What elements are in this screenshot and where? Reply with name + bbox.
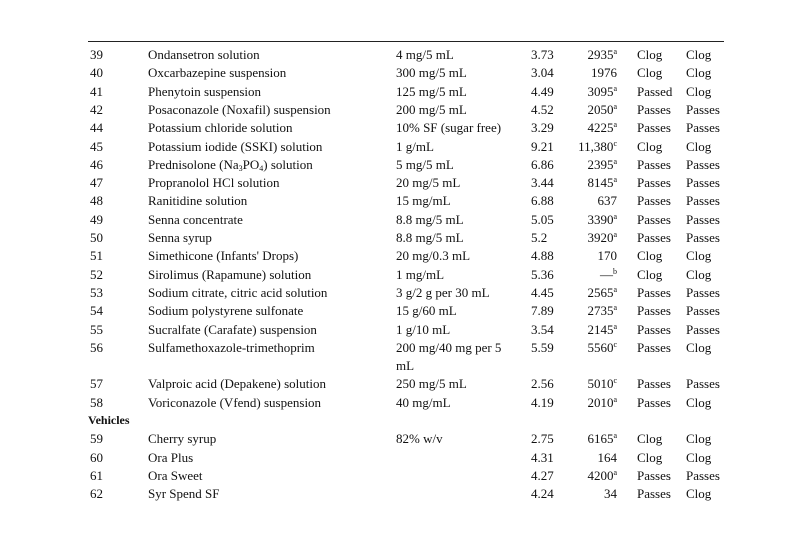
concentration: 250 mg/5 mL bbox=[396, 376, 467, 392]
table-row bbox=[0, 266, 810, 284]
product-name: Ranitidine solution bbox=[148, 193, 248, 209]
footnote-marker: c bbox=[613, 339, 617, 349]
footnote-marker: a bbox=[613, 467, 617, 477]
ph-value: 4.27 bbox=[531, 467, 554, 483]
ph-value: 3.04 bbox=[531, 65, 554, 81]
result-first: Passes bbox=[637, 193, 671, 209]
row-number: 39 bbox=[90, 47, 103, 62]
viscosity-value: 1976 bbox=[591, 65, 617, 81]
ph-value: 4.24 bbox=[531, 486, 554, 502]
product-name: Voriconazole (Vfend) suspension bbox=[148, 394, 322, 410]
concentration: 8.8 mg/5 mL bbox=[396, 211, 464, 227]
footnote-marker: a bbox=[613, 156, 617, 166]
ph-value: 5.2 bbox=[531, 230, 548, 245]
ph-value: 3.54 bbox=[531, 321, 554, 337]
result-second: Clog bbox=[686, 47, 712, 62]
result-second: Clog bbox=[686, 266, 712, 282]
row-number: 44 bbox=[90, 120, 103, 136]
result-second: Passes bbox=[686, 193, 720, 209]
row-number: 46 bbox=[90, 156, 103, 172]
viscosity-value: 2735$^a$ bbox=[587, 303, 617, 319]
product-name: Sucralfate (Carafate) suspension bbox=[148, 321, 317, 337]
concentration: 1 g/10 mL bbox=[396, 321, 451, 337]
product-name: Phenytoin suspension bbox=[148, 83, 262, 99]
row-number: 49 bbox=[90, 211, 103, 227]
table-row bbox=[0, 302, 810, 320]
table-row bbox=[0, 101, 810, 119]
viscosity-value: 11,380$^c$ bbox=[578, 138, 617, 154]
result-second: Clog bbox=[686, 65, 712, 81]
result-first: Passes bbox=[637, 486, 671, 502]
ph-value: 4.52 bbox=[531, 101, 554, 117]
row-number: 42 bbox=[90, 101, 103, 117]
viscosity-value: 5010$^c$ bbox=[587, 376, 617, 392]
row-number: 62 bbox=[90, 486, 103, 502]
row-number: 58 bbox=[90, 394, 103, 410]
result-second: Passes bbox=[686, 284, 720, 300]
row-number: 45 bbox=[90, 138, 103, 154]
viscosity-value: 2935$^a$ bbox=[587, 47, 617, 62]
table-row bbox=[0, 46, 810, 64]
ph-value: 2.75 bbox=[531, 431, 554, 447]
ph-value: 6.86 bbox=[531, 156, 554, 172]
ph-value: 3.44 bbox=[531, 175, 554, 191]
row-number: 61 bbox=[90, 467, 103, 483]
row-number: 59 bbox=[90, 431, 103, 447]
result-first: Clog bbox=[637, 65, 663, 81]
result-first: Passes bbox=[637, 339, 671, 355]
product-name: Potassium iodide (SSKI) solution bbox=[148, 138, 323, 154]
ph-value: 9.21 bbox=[531, 138, 554, 154]
viscosity-value: 5560$^c$ bbox=[587, 339, 617, 355]
table-row bbox=[0, 229, 810, 247]
result-first: Clog bbox=[637, 449, 663, 465]
footnote-marker: a bbox=[613, 83, 617, 93]
concentration: 15 mg/mL bbox=[396, 193, 451, 209]
concentration: 200 mg/40 mg per 5 mL bbox=[396, 339, 502, 373]
concentration: 5 mg/5 mL bbox=[396, 156, 454, 172]
product-name: Posaconazole (Noxafil) suspension bbox=[148, 101, 331, 117]
result-second: Passes bbox=[686, 175, 720, 191]
ph-value: 4.19 bbox=[531, 394, 554, 410]
concentration: 8.8 mg/5 mL bbox=[396, 230, 464, 245]
result-first: Passes bbox=[637, 467, 671, 483]
result-first: Passes bbox=[637, 321, 671, 337]
row-number: 41 bbox=[90, 83, 103, 99]
product-name: Oxcarbazepine suspension bbox=[148, 65, 287, 81]
concentration: 200 mg/5 mL bbox=[396, 101, 467, 117]
footnote-marker: a bbox=[613, 431, 617, 441]
row-number: 52 bbox=[90, 266, 103, 282]
viscosity-value: 637 bbox=[597, 193, 617, 209]
ph-value: 4.45 bbox=[531, 284, 554, 300]
viscosity-value: 164 bbox=[597, 449, 617, 465]
result-first: Passes bbox=[637, 376, 671, 392]
product-name: Senna concentrate bbox=[148, 211, 243, 227]
ph-value: 5.36 bbox=[531, 266, 554, 282]
concentration: 40 mg/mL bbox=[396, 394, 451, 410]
result-first: Passes bbox=[637, 175, 671, 191]
result-first: Passes bbox=[637, 101, 671, 117]
row-number: 51 bbox=[90, 248, 103, 264]
result-first: Passed bbox=[637, 83, 673, 99]
product-name: Sulfamethoxazole-trimethoprim bbox=[148, 339, 315, 355]
viscosity-value: 4200$^a$ bbox=[587, 467, 617, 483]
concentration: 125 mg/5 mL bbox=[396, 83, 467, 99]
ph-value: 4.88 bbox=[531, 248, 554, 264]
result-first: Clog bbox=[637, 266, 663, 282]
result-second: Clog bbox=[686, 486, 712, 502]
row-number: 53 bbox=[90, 284, 103, 300]
ph-value: 3.73 bbox=[531, 47, 554, 62]
concentration: 20 mg/0.3 mL bbox=[396, 248, 471, 264]
concentration: 1 g/mL bbox=[396, 138, 434, 154]
top-rule bbox=[88, 41, 724, 42]
result-second: Passes bbox=[686, 321, 720, 337]
viscosity-value: 2395$^a$ bbox=[587, 156, 617, 172]
product-name: Propranolol HCl solution bbox=[148, 175, 280, 191]
row-number: 60 bbox=[90, 449, 103, 465]
row-number: 50 bbox=[90, 230, 103, 245]
ph-value: 6.88 bbox=[531, 193, 554, 209]
row-number: 40 bbox=[90, 65, 103, 81]
result-first: Passes bbox=[637, 230, 671, 245]
footnote-marker: a bbox=[613, 120, 617, 130]
result-first: Clog bbox=[637, 248, 663, 264]
footnote-marker: a bbox=[613, 211, 617, 221]
product-name: Valproic acid (Depakene) solution bbox=[148, 376, 326, 392]
result-first: Passes bbox=[637, 156, 671, 172]
table-row bbox=[0, 192, 810, 210]
table-row bbox=[0, 83, 810, 101]
result-second: Passes bbox=[686, 101, 720, 117]
ph-value: 3.29 bbox=[531, 120, 554, 136]
table-row bbox=[0, 119, 810, 137]
product-name: Simethicone (Infants' Drops) bbox=[148, 248, 299, 264]
viscosity-value: 3390$^a$ bbox=[587, 211, 617, 227]
table-row bbox=[0, 430, 810, 448]
product-name: Sirolimus (Rapamune) solution bbox=[148, 266, 312, 282]
viscosity-value: 4225$^a$ bbox=[587, 120, 617, 136]
row-number: 57 bbox=[90, 376, 103, 392]
concentration: 82% w/v bbox=[396, 431, 443, 447]
viscosity-value: 3920$^a$ bbox=[587, 230, 617, 245]
viscosity-value: 170 bbox=[597, 248, 617, 264]
table-row bbox=[0, 467, 810, 485]
concentration: 10% SF (sugar free) bbox=[396, 120, 502, 136]
table-row bbox=[0, 211, 810, 229]
concentration: 300 mg/5 mL bbox=[396, 65, 467, 81]
table-row bbox=[0, 321, 810, 339]
table-row bbox=[0, 339, 810, 375]
footnote-marker: c bbox=[613, 376, 617, 386]
table-row bbox=[0, 174, 810, 192]
table-row bbox=[0, 284, 810, 302]
product-name: Prednisolone $(Na_3PO_4)$ solution bbox=[148, 156, 313, 173]
concentration: 1 mg/mL bbox=[396, 266, 445, 282]
row-number: 56 bbox=[90, 339, 103, 355]
result-first: Clog bbox=[637, 431, 663, 447]
viscosity-value: 2010$^a$ bbox=[587, 394, 617, 410]
product-name: Ora Plus bbox=[148, 449, 194, 465]
footnote-marker: a bbox=[613, 230, 617, 239]
row-number: 47 bbox=[90, 175, 103, 191]
table-row bbox=[0, 247, 810, 265]
result-second: Passes bbox=[686, 467, 720, 483]
viscosity-value: 6165$^a$ bbox=[587, 431, 617, 447]
result-first: Clog bbox=[637, 47, 663, 62]
footnote-marker: a bbox=[613, 47, 617, 56]
result-second: Clog bbox=[686, 83, 712, 99]
result-first: Passes bbox=[637, 394, 671, 410]
product-name: Syr Spend SF bbox=[148, 486, 220, 502]
result-second: Passes bbox=[686, 211, 720, 227]
table-row bbox=[0, 449, 810, 467]
product-name: Sodium citrate, citric acid solution bbox=[148, 284, 328, 300]
concentration: 20 mg/5 mL bbox=[396, 175, 461, 191]
footnote-marker: b bbox=[613, 266, 617, 276]
result-second: Passes bbox=[686, 376, 720, 392]
viscosity-value: 2050$^a$ bbox=[587, 101, 617, 117]
result-second: Passes bbox=[686, 120, 720, 136]
viscosity-value: 3095$^a$ bbox=[587, 83, 617, 99]
table-row bbox=[0, 394, 810, 412]
result-second: Clog bbox=[686, 339, 712, 355]
result-second: Passes bbox=[686, 303, 720, 319]
table-row bbox=[0, 156, 810, 174]
concentration: 15 g/60 mL bbox=[396, 303, 457, 319]
product-name: Senna syrup bbox=[148, 230, 212, 245]
result-second: Clog bbox=[686, 248, 712, 264]
result-second: Passes bbox=[686, 156, 720, 172]
ph-value: 5.59 bbox=[531, 339, 554, 355]
row-number: 54 bbox=[90, 303, 103, 319]
result-second: Clog bbox=[686, 394, 712, 410]
ph-value: 7.89 bbox=[531, 303, 554, 319]
row-number: 48 bbox=[90, 193, 103, 209]
result-second: Clog bbox=[686, 138, 712, 154]
footnote-marker: a bbox=[613, 303, 617, 313]
result-first: Passes bbox=[637, 211, 671, 227]
product-name: Cherry syrup bbox=[148, 431, 217, 447]
footnote-marker: a bbox=[613, 175, 617, 185]
footnote-marker: c bbox=[613, 138, 617, 148]
row-number: 55 bbox=[90, 321, 103, 337]
ph-value: 5.05 bbox=[531, 211, 554, 227]
result-first: Passes bbox=[637, 284, 671, 300]
footnote-marker: a bbox=[613, 394, 617, 404]
viscosity-value: 2145$^a$ bbox=[587, 321, 617, 337]
result-second: Passes bbox=[686, 230, 720, 245]
product-name: Potassium chloride solution bbox=[148, 120, 293, 136]
viscosity-value: 34 bbox=[604, 486, 617, 502]
footnote-marker: a bbox=[613, 101, 617, 111]
footnote-marker: a bbox=[613, 321, 617, 331]
product-name: Ora Sweet bbox=[148, 467, 203, 483]
result-first: Clog bbox=[637, 138, 663, 154]
result-second: Clog bbox=[686, 449, 712, 465]
concentration: 3 g/2 g per 30 mL bbox=[396, 284, 490, 300]
footnote-marker: a bbox=[613, 284, 617, 294]
section-heading-vehicles: Vehicles bbox=[88, 413, 130, 427]
table-row bbox=[0, 64, 810, 82]
viscosity-value: 2565$^a$ bbox=[587, 284, 617, 300]
concentration: 4 mg/5 mL bbox=[396, 47, 454, 62]
result-second: Clog bbox=[686, 431, 712, 447]
table-row bbox=[0, 485, 810, 503]
result-first: Passes bbox=[637, 120, 671, 136]
table-row bbox=[0, 375, 810, 393]
ph-value: 4.49 bbox=[531, 83, 554, 99]
viscosity-value: —$^b$ bbox=[600, 266, 617, 282]
product-name: Ondansetron solution bbox=[148, 47, 260, 62]
ph-value: 2.56 bbox=[531, 376, 554, 392]
product-name: Sodium polystyrene sulfonate bbox=[148, 303, 304, 319]
viscosity-value: 8145$^a$ bbox=[587, 175, 617, 191]
table-row bbox=[0, 138, 810, 156]
result-first: Passes bbox=[637, 303, 671, 319]
ph-value: 4.31 bbox=[531, 449, 554, 465]
